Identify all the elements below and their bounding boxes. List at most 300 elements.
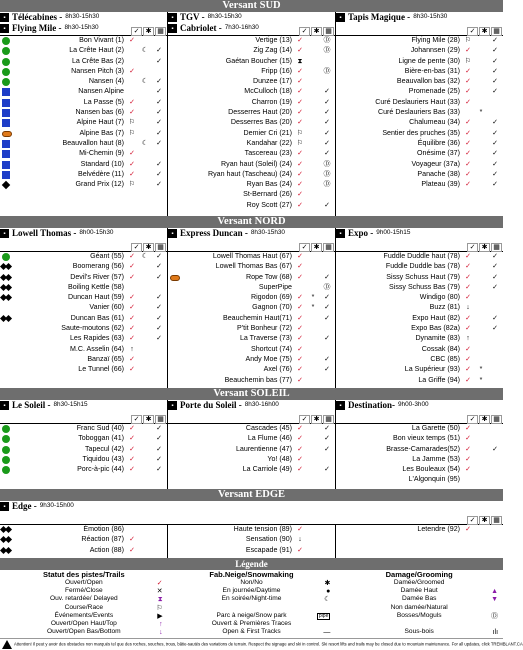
double-black-icon (5, 294, 12, 301)
trail-name: Promenade (25) (408, 87, 460, 96)
black-diamond-icon (2, 181, 10, 189)
trail-row (0, 424, 167, 434)
trail-name: Haute tension (89) (233, 525, 292, 533)
legend-symbol: Ⓓ (491, 612, 499, 620)
trail-status: ✓ (297, 445, 303, 453)
trail-name: Desserres Bas (20) (230, 118, 292, 127)
legend-symbol: ⚐ (156, 604, 163, 612)
trail-row (0, 129, 167, 139)
trail-status: ✓ (465, 345, 471, 353)
trail-grooming: ✓ (156, 181, 162, 189)
trail-row (168, 324, 335, 334)
trail-row (0, 445, 167, 455)
trail-status: ✓ (297, 546, 303, 554)
trail-grooming: ✓ (324, 109, 330, 117)
lift-name: TGV - (180, 12, 205, 22)
trail-name: La Traverse (73) (239, 334, 292, 343)
trail-grooming: ✓ (324, 304, 330, 312)
trail-status: ↑ (466, 335, 470, 343)
lift-hours: 9h30-15h00 (39, 502, 74, 510)
trail-column (0, 252, 167, 388)
trail-name: Ligne de pente (30) (398, 56, 460, 65)
column-symbols (131, 415, 166, 424)
trail-status: ✓ (297, 366, 303, 374)
trail-status: ✓ (129, 366, 135, 374)
trail-name: Curé Deslauriers Bas (33) (377, 108, 460, 117)
trail-grooming: ✓ (156, 435, 162, 443)
trail-name: La Passe (5) (83, 97, 124, 106)
trail-name: Équilibre (36) (417, 138, 460, 147)
trail-grooming: ✓ (324, 445, 330, 453)
trail-name: Boomerang (56) (72, 262, 124, 271)
trail-row (0, 46, 167, 56)
trail-name: La Carriole (49) (242, 465, 292, 474)
trail-row (0, 455, 167, 465)
trail-status: ✓ (297, 78, 303, 86)
green-circle-icon (2, 456, 10, 464)
trail-status: ✓ (465, 150, 471, 158)
trail-row (336, 118, 503, 128)
trail-name: Ryan Bas (24) (246, 180, 292, 189)
trail-name: CBC (85) (430, 354, 460, 363)
trail-name: Tascereau (23) (244, 149, 292, 158)
trail-status: ✓ (465, 139, 471, 147)
grooming-icon: ▦ (491, 415, 502, 424)
trail-row (168, 160, 335, 170)
double-black-icon (5, 274, 12, 281)
lift-name: Porte du Soleil - (180, 400, 242, 410)
trail-status: ↓ (466, 304, 470, 312)
trail-status: ✓ (465, 283, 471, 291)
trail-name: La Flume (46) (247, 434, 292, 443)
trail-row (0, 314, 167, 324)
green-circle-icon (2, 37, 10, 45)
lift-hours: 7h30-16h30 (224, 24, 259, 32)
trail-status: ↓ (298, 536, 302, 544)
trail-name: McCulloch (18) (244, 87, 292, 96)
grooming-icon: ▦ (323, 27, 334, 36)
trail-grooming: Ⓓ (323, 160, 331, 168)
legend-item (338, 613, 500, 621)
trail-grooming: ✓ (492, 314, 498, 322)
trail-row (168, 273, 335, 283)
trail-name: La Garette (50) (411, 424, 460, 432)
lift-name: Lowell Thomas - (12, 228, 77, 238)
trail-row (168, 252, 335, 262)
trail-row (0, 365, 167, 375)
trail-row (168, 190, 335, 200)
trail-grooming: ✓ (492, 445, 498, 453)
legend-symbol: — (323, 629, 331, 637)
legend-symbol: ☾ (324, 596, 331, 604)
status-icon: ✓ (467, 27, 478, 36)
trail-grooming: ✓ (324, 129, 330, 137)
trail-row (336, 293, 503, 303)
trail-row (168, 201, 335, 211)
double-black-icon (5, 526, 12, 533)
trail-row (336, 87, 503, 97)
lift-hours: 8h30-15h30 (413, 13, 448, 21)
trail-grooming: Ⓓ (323, 181, 331, 189)
trail-grooming: ✓ (324, 366, 330, 374)
trail-name: Expo Haut (82) (412, 313, 460, 322)
trail-grooming: ✓ (156, 109, 162, 117)
trail-status: ✓ (297, 170, 303, 178)
trail-row (168, 303, 335, 313)
trail-status: ✓ (465, 67, 471, 75)
footer-notice (0, 639, 523, 650)
trail-row (0, 36, 167, 46)
blue-square-icon (2, 88, 10, 96)
legend-label: Damée Haut (400, 587, 438, 595)
trail-row (168, 46, 335, 56)
trail-row (336, 355, 503, 365)
trail-row (0, 180, 167, 190)
trail-column (335, 36, 503, 216)
blue-square-icon (2, 161, 10, 169)
trail-name: Standard (10) (80, 159, 124, 168)
trail-row (336, 434, 503, 444)
trail-name: Vertige (13) (255, 36, 292, 44)
chairlift-icon: ▪ (336, 401, 345, 410)
trail-snowmaking: ☾ (141, 78, 149, 86)
lift-hours: 8h30-15h30 (250, 229, 285, 237)
trail-row (0, 98, 167, 108)
trail-row (168, 77, 335, 87)
grooming-icon: ▦ (323, 415, 334, 424)
trail-row (168, 180, 335, 190)
trail-status: ✓ (465, 170, 471, 178)
trail-grooming: ✓ (156, 139, 162, 147)
green-circle-icon (2, 425, 10, 433)
trail-name: La Supérieur (93) (404, 365, 460, 374)
trail-grooming: ✓ (156, 88, 162, 96)
trail-grooming: ✓ (156, 294, 162, 302)
trail-grooming: ✓ (324, 355, 330, 363)
legend-label: Damée/Groomed (393, 579, 445, 586)
trail-status: ✓ (297, 355, 303, 363)
trail-grooming: Ⓓ (323, 67, 331, 75)
trail-row (0, 546, 167, 556)
trail-name: Brasse-Camarades(52) (386, 444, 460, 453)
trail-status: ✓ (297, 191, 303, 199)
trail-grooming: ✓ (324, 273, 330, 281)
trail-name: Dunzee (17) (252, 77, 292, 86)
trail-grooming: ✓ (492, 37, 498, 44)
trail-name: Bière-en-bas (31) (404, 66, 460, 75)
terrain-park-icon (170, 275, 180, 281)
lift-name: Expo - (348, 228, 374, 238)
legend-symbol: ✕ (156, 588, 163, 596)
trail-status: ✓ (129, 435, 135, 443)
trail-status: ✓ (297, 88, 303, 96)
legend-label: Course/Race (64, 603, 104, 611)
lift-header (335, 12, 503, 36)
trail-grooming: Ⓓ (323, 170, 331, 178)
trail-status: ✓ (465, 160, 471, 168)
green-circle-icon (2, 435, 10, 443)
trail-row (336, 376, 503, 386)
trail-column (335, 525, 503, 558)
trail-row (336, 98, 503, 108)
trail-status: ✓ (129, 335, 135, 343)
trail-name: Boiling Kettle (58) (68, 282, 124, 291)
snowmaking-icon: ✱ (143, 415, 154, 424)
trail-status: ✓ (465, 273, 471, 281)
snowmaking-icon: ✱ (479, 516, 490, 525)
trail-row (336, 180, 503, 190)
trail-grooming: ✓ (156, 455, 162, 463)
trail-status: ✓ (129, 425, 135, 432)
trail-name: Les Bouleaux (54) (402, 465, 460, 474)
trail-status: ✓ (297, 150, 303, 158)
status-icon: ✓ (131, 243, 142, 252)
edge-trails (0, 525, 503, 558)
trail-status: ✓ (297, 435, 303, 443)
trail-status: ✓ (129, 325, 135, 333)
snowmaking-icon: ✱ (311, 243, 322, 252)
trail-status: ⧗ (297, 57, 303, 65)
trail-row (336, 67, 503, 77)
trail-row (0, 525, 167, 535)
legend-grooming (335, 570, 503, 638)
legend-symbol: ▼ (491, 596, 499, 604)
trail-snowmaking: * (479, 366, 483, 374)
trail-grooming: ✓ (156, 47, 162, 55)
trail-grooming: ✓ (492, 253, 498, 260)
sud-trails (0, 36, 503, 216)
trail-grooming: Ⓓ (323, 37, 331, 44)
trail-name: Kandahar (22) (246, 138, 292, 147)
green-circle-icon (2, 58, 10, 66)
trail-status: ✓ (465, 78, 471, 86)
trail-grooming: ✓ (492, 325, 498, 333)
trail-snowmaking: ☾ (141, 253, 149, 260)
legend-label: Fermé/Close (64, 587, 103, 595)
trail-grooming: ✓ (156, 325, 162, 333)
lift-header (335, 228, 503, 252)
trail-row (336, 455, 503, 465)
trail-name: Rope Tow (68) (245, 272, 292, 281)
trail-name: Rigodon (69) (250, 293, 292, 302)
lift-hours: 9h00-15h15 (376, 229, 411, 237)
trail-grooming: ✓ (156, 253, 162, 260)
trail-name: Porc-à-pic (44) (77, 465, 124, 474)
grooming-icon: ▦ (491, 27, 502, 36)
legend-label: Damée Bas (401, 595, 437, 603)
trail-status: ✓ (297, 526, 303, 533)
legend-symbol: ⧗ (157, 596, 163, 604)
trail-row (168, 129, 335, 139)
lift-header (335, 400, 503, 424)
grooming-icon: ▦ (323, 243, 334, 252)
snowmaking-icon: ✱ (479, 243, 490, 252)
trail-name: Dynamite (83) (415, 334, 460, 343)
trail-status: ✓ (129, 273, 135, 281)
legend-label: Parc à neige/Snow park (216, 611, 287, 619)
trail-status: ✓ (129, 355, 135, 363)
trail-grooming: ✓ (156, 57, 162, 65)
trail-name: Johannsen (29) (410, 46, 460, 55)
green-circle-icon (2, 68, 10, 76)
trail-grooming: ✓ (492, 57, 498, 65)
trail-row (0, 293, 167, 303)
trail-row (336, 334, 503, 344)
trail-grooming: ✓ (156, 160, 162, 168)
trail-name: Sissy Schuss Bas (79) (389, 282, 460, 291)
trail-row (336, 365, 503, 375)
chairlift-icon: ▪ (168, 401, 177, 410)
legend-trail-status (0, 570, 168, 638)
blue-square-icon (2, 109, 10, 117)
lift-line (168, 400, 335, 411)
lift-line (336, 228, 503, 239)
trail-snowmaking: * (311, 294, 315, 302)
trail-name: Beauchemin bas (77) (224, 375, 292, 384)
trail-status: ✓ (297, 325, 303, 333)
trail-status: ✓ (297, 345, 303, 353)
trail-grooming: ✓ (324, 314, 330, 322)
legend-item (338, 629, 500, 637)
legend-label: Non damée/Natural (390, 603, 448, 611)
grooming-icon: ▦ (155, 27, 166, 36)
trail-name: Belvédère (11) (77, 169, 124, 178)
trail-row (168, 445, 335, 455)
trail-grooming: Ⓓ (323, 283, 331, 291)
trail-status: ✓ (129, 37, 135, 44)
trail-grooming: ✓ (492, 150, 498, 158)
trail-status: ✓ (129, 455, 135, 463)
trail-row (0, 303, 167, 313)
trail-row (168, 546, 335, 556)
trail-row (336, 465, 503, 475)
trail-grooming: ✓ (492, 283, 498, 291)
trail-row (0, 149, 167, 159)
trail-name: Nansen (4) (88, 77, 124, 86)
trail-name: Géant (55) (90, 252, 124, 260)
legend-label: En soirée/Night-time (221, 595, 282, 603)
lift-name: Tapis Magique - (348, 12, 411, 22)
trail-grooming: ✓ (156, 314, 162, 322)
trail-row (336, 129, 503, 139)
trail-status: ✓ (465, 455, 471, 463)
trail-name: Vanier (60) (89, 303, 124, 312)
trail-row (336, 149, 503, 159)
trail-name: Expo Bas (82a) (411, 324, 460, 333)
trail-row (0, 252, 167, 262)
trail-grooming: ✓ (492, 263, 498, 271)
trail-status: ✓ (297, 98, 303, 106)
trail-row (0, 108, 167, 118)
trail-grooming: ✓ (156, 170, 162, 178)
trail-name: Lowell Thomas Bas (67) (215, 262, 292, 271)
trail-column (335, 252, 503, 388)
lift-line (0, 228, 167, 239)
trail-status: ✓ (297, 314, 303, 322)
trail-name: La Crête Haut (2) (69, 46, 124, 55)
trail-row (0, 87, 167, 97)
sud-lift-headers (0, 12, 503, 36)
lift-name: Flying Mile - (12, 23, 62, 33)
snowmaking-icon: ✱ (143, 27, 154, 36)
trail-status: ✓ (129, 263, 135, 271)
trail-name: Charron (19) (251, 97, 292, 106)
trail-name: Le Tunnel (66) (78, 365, 124, 374)
lift-hours: 8h30-16h00 (244, 401, 279, 409)
grooming-icon: ▦ (491, 516, 502, 525)
legend-label: Ouvert & Premières Traces (211, 619, 292, 627)
status-icon: ✓ (467, 415, 478, 424)
trail-status: ⚐ (128, 181, 136, 189)
trail-row (168, 365, 335, 375)
lift-header (0, 400, 167, 424)
trail-name: Sissy Schuss Haut (79) (386, 272, 460, 281)
trail-status: ✓ (465, 376, 471, 384)
trail-row (0, 283, 167, 293)
section-nord-title: Versant NORD (0, 216, 503, 228)
trail-name: Bon vieux temps (51) (392, 434, 460, 443)
lift-header (167, 400, 335, 424)
trail-status: ✓ (297, 181, 303, 189)
trail-grooming: ✓ (492, 78, 498, 86)
lift-hours: 8h30-15h30 (65, 13, 100, 21)
section-soleil-title: Versant SOLEIL (0, 388, 503, 400)
trail-name: Mi-Chemin (9) (79, 149, 124, 158)
blue-square-icon (2, 140, 10, 148)
lift-name: Télécabines - (12, 12, 63, 22)
legend-item (171, 596, 333, 604)
trail-row (0, 324, 167, 334)
trail-name: Windigo (80) (419, 293, 460, 302)
legend-symbol: ↓ (159, 629, 163, 637)
trail-row (336, 345, 503, 355)
lift-name: Cabriolet - (180, 23, 222, 33)
trail-status: ✓ (297, 37, 303, 44)
trail-row (336, 303, 503, 313)
trail-row (336, 314, 503, 324)
trail-status: ✓ (465, 181, 471, 189)
lift-hours: 8h00-15h30 (79, 229, 114, 237)
trail-grooming: ✓ (156, 119, 162, 127)
trail-status: ✓ (465, 294, 471, 302)
trail-column (335, 424, 503, 489)
trail-row (336, 424, 503, 434)
trail-status: ✓ (129, 160, 135, 168)
blue-square-icon (2, 119, 10, 127)
trail-row (0, 118, 167, 128)
edge-lift-headers (0, 501, 503, 525)
trail-name: Cascades (45) (245, 424, 292, 432)
trail-status: ✓ (129, 546, 135, 554)
legend-symbol: ▲ (491, 588, 499, 596)
trail-column (167, 525, 335, 558)
trail-status: ✓ (465, 366, 471, 374)
trail-name: Sentier des pruches (35) (382, 128, 460, 137)
trail-grooming: ✓ (156, 335, 162, 343)
trail-column (167, 252, 335, 388)
double-black-icon (5, 284, 12, 291)
trail-row (168, 118, 335, 128)
lift-header (167, 12, 335, 36)
trail-snowmaking: ☾ (141, 139, 149, 147)
trail-row (0, 355, 167, 365)
chairlift-icon: ▪ (0, 401, 9, 410)
chairlift-icon: ▪ (0, 229, 9, 238)
double-black-icon (5, 547, 12, 554)
grooming-icon: ▦ (155, 243, 166, 252)
trail-status: ✓ (129, 314, 135, 322)
trail-row (168, 293, 335, 303)
